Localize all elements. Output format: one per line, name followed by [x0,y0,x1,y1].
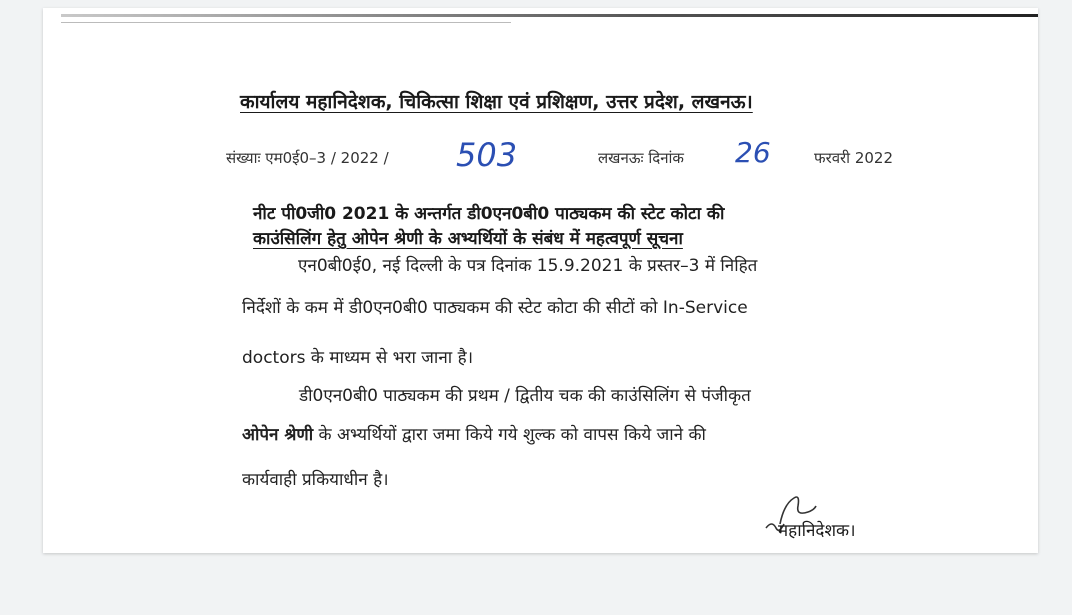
date-prefix: लखनऊः दिनांक [598,149,684,167]
reference-prefix: संख्याः एम0ई0–3 / 2022 / [226,149,389,167]
reference-number-handwritten: 503 [456,136,518,174]
paragraph-1-line-1: एन0बी0ई0, नई दिल्ली के पत्र दिनांक 15.9.2021 के प्रस्तर–3 में निहित [298,256,758,276]
header-rule-thin [61,22,511,23]
subject-line-2: काउंसिलिंग हेतु ओपेन श्रेणी के अभ्यर्थियों के संबंध में महत्वपूर्ण सूचना [253,229,683,249]
paragraph-2-line-2 [242,422,706,445]
paragraph-2-line-3: कार्यवाही प्रकियाधीन है। [242,470,389,490]
paragraph-1-line-3: doctors के माध्यम से भरा जाना है। [242,348,474,368]
paragraph-1-line-2: निर्देशों के कम में डी0एन0बी0 पाठ्यकम की स्टेट कोटा की सीटों को In-Service [242,298,748,318]
paragraph-2-line-2-rest: के अभ्यर्थियों द्वारा जमा किये गये शुल्क को वापस किये जाने की [313,425,706,445]
open-category-bold: ओपेन श्रेणी [242,425,314,445]
header-rule [61,14,1038,17]
signatory-title: महानिदेशक। [778,521,856,541]
paragraph-2-line-1: डी0एन0बी0 पाठ्यकम की प्रथम / द्वितीय चक की काउंसिलिंग से पंजीकृत [299,386,751,406]
subject-line-1: नीट पी0जी0 2021 के अन्तर्गत डी0एन0बी0 पाठ्यकम की स्टेट कोटा की [253,204,725,224]
date-day-handwritten: 26 [735,136,771,169]
date-suffix: फरवरी 2022 [814,149,894,167]
office-heading: कार्यालय महानिदेशक, चिकित्सा शिक्षा एवं प्रशिक्षण, उत्तर प्रदेश, लखनऊ। [240,91,753,113]
document-page [43,8,1038,553]
